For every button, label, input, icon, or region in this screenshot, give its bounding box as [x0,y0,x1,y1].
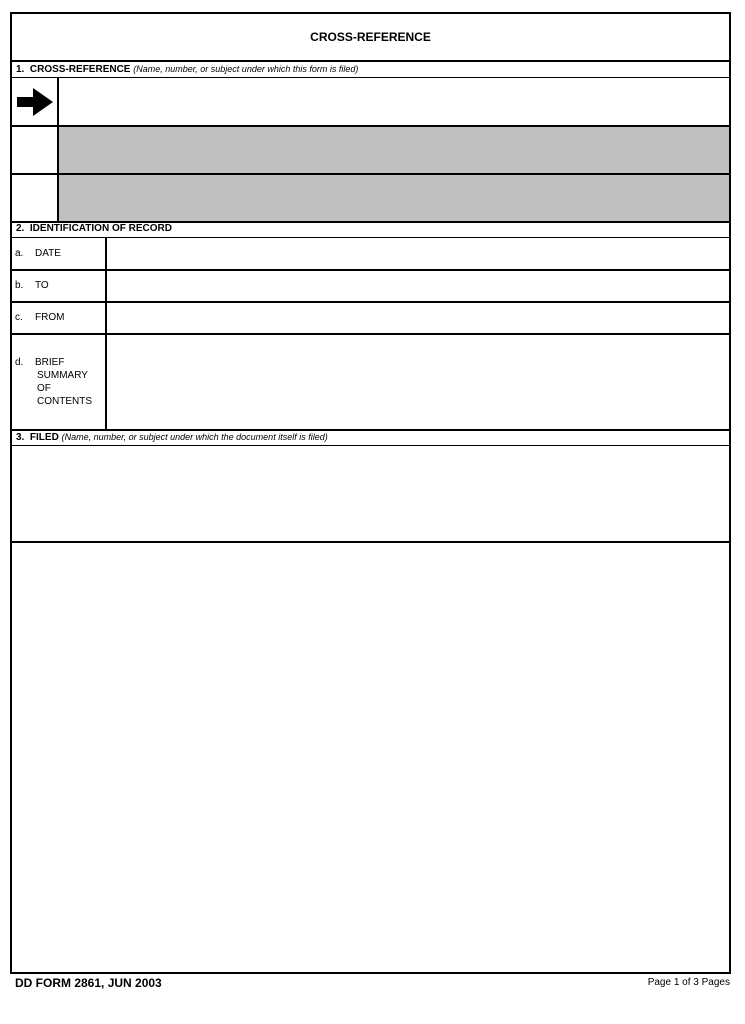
row-letter: a. [15,248,24,259]
cross-reference-field-1[interactable] [59,78,729,125]
date-label [12,238,106,269]
blank-area [12,543,729,972]
section-1-hint: (Name, number, or subject under which this form is filed) [133,64,359,74]
row-label: FROM [35,312,65,323]
arrow-right-icon [17,88,53,116]
to-label [12,271,106,301]
from-field[interactable] [107,303,729,333]
form-title [12,14,729,62]
section-3-label: FILED [29,432,59,443]
row-letter: c. [15,312,23,323]
section-1-header [12,62,358,78]
to-field[interactable] [107,271,729,301]
cross-reference-index-3[interactable] [12,175,58,221]
cross-reference-field-3[interactable] [59,175,729,221]
section-2-header [12,222,172,238]
section-3-hint: (Name, number, or subject under which the document itself is filed) [61,432,328,442]
row-label: DATE [35,248,61,259]
form-number: DD FORM 2861, JUN 2003 [15,976,162,990]
page-indicator: Page 1 of 3 Pages [647,977,730,988]
form-title-text: CROSS-REFERENCE [310,30,431,44]
date-field[interactable] [107,238,729,269]
row-label-line: OF [37,383,51,394]
row-letter: b. [15,280,24,291]
row-label-line: BRIEF [35,357,65,368]
divider [105,238,107,429]
row-label-line: SUMMARY [37,370,88,381]
section-2-label: IDENTIFICATION OF RECORD [29,223,172,234]
cross-reference-field-2[interactable] [59,127,729,173]
section-3-number: 3. [16,432,25,443]
section-3-header [12,430,328,446]
pointer-cell [12,78,58,125]
divider [57,78,59,221]
row-label: TO [35,280,49,291]
summary-field[interactable] [107,335,729,429]
filed-field[interactable] [12,446,729,541]
row-label-line: CONTENTS [37,396,92,407]
section-2-number: 2. [16,223,25,234]
section-1-label: CROSS-REFERENCE [29,64,131,75]
from-label [12,303,106,333]
cross-reference-index-2[interactable] [12,127,58,173]
row-letter: d. [15,357,24,368]
summary-label [12,356,106,416]
section-1-number: 1. [16,64,25,75]
